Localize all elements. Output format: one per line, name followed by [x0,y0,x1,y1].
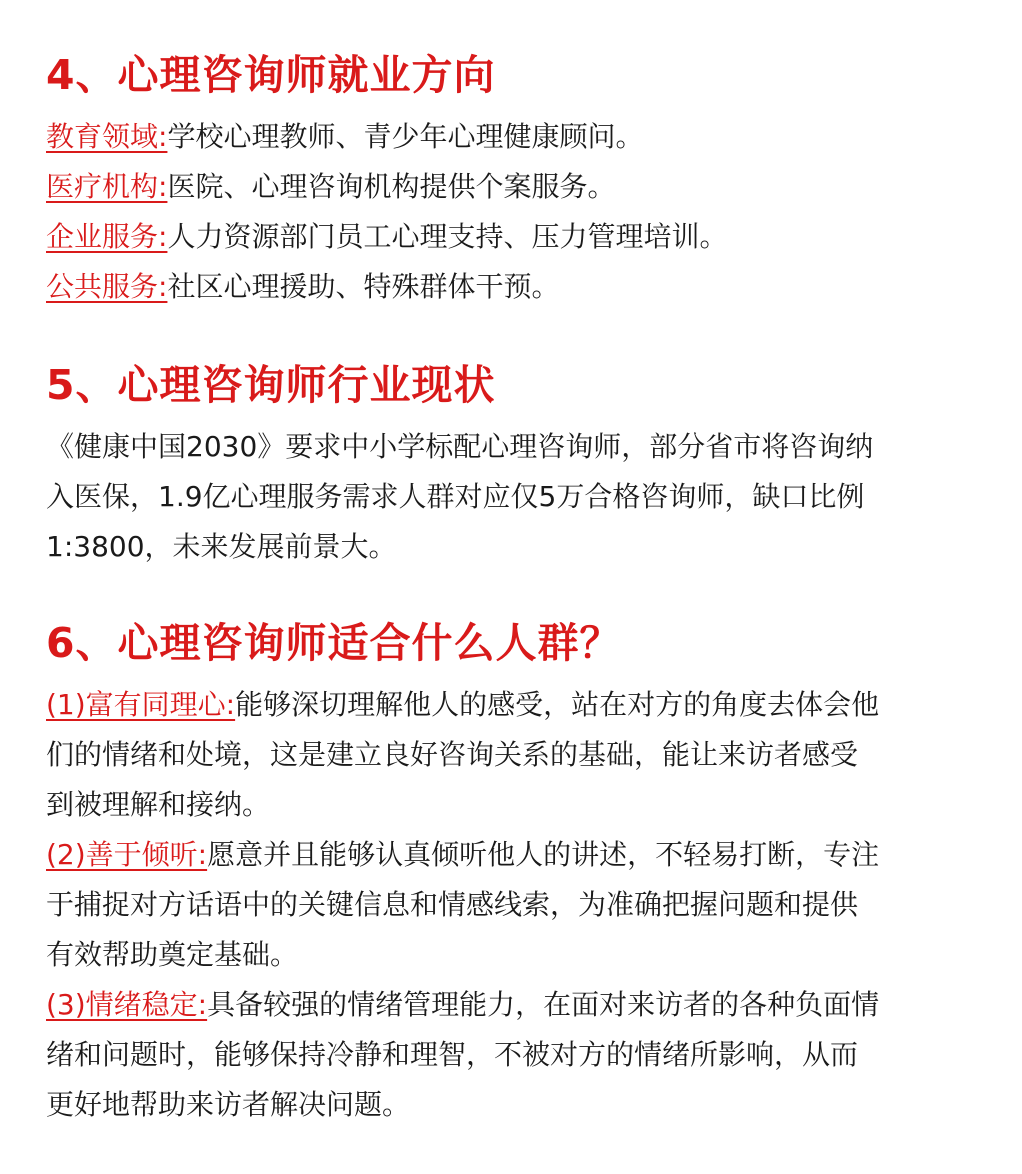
trait-line: 到被理解和接纳。 [46,788,271,821]
paragraph-line: 《健康中国2030》要求中小学标配心理咨询师，部分省市将咨询纳 [46,430,874,463]
item-text: 能够深切理解他人的感受，站在对方的角度去体会他 [235,688,880,721]
item-label: (3)情绪稳定: [46,988,208,1021]
trait-line: 有效帮助奠定基础。 [46,938,299,971]
trait-line [46,680,986,730]
list-item [46,162,986,212]
section-employment-directions [46,44,986,312]
paragraph-line: 1:3800，未来发展前景大。 [46,530,397,563]
item-text: 医院、心理咨询机构提供个案服务。 [167,170,616,203]
item-label: 企业服务: [46,220,168,253]
item-label: 公共服务: [46,270,168,303]
item-label: (1)富有同理心: [46,688,236,721]
section-heading: 6、心理咨询师适合什么人群？ [46,619,622,667]
item-text: 学校心理教师、青少年心理健康顾问。 [167,120,644,153]
trait-line: 绪和问题时，能够保持冷静和理智，不被对方的情绪所影响，从而 [46,1038,859,1071]
list-item [46,112,986,162]
spacer [46,312,986,354]
trait-item [46,830,986,980]
trait-item [46,680,986,830]
trait-line: 们的情绪和处境，这是建立良好咨询关系的基础，能让来访者感受 [46,738,859,771]
section-industry-status [46,354,986,572]
item-label: 教育领域: [46,120,168,153]
trait-line: 更好地帮助来访者解决问题。 [46,1088,411,1121]
trait-line [46,980,986,1030]
trait-item [46,980,986,1130]
list-item [46,212,986,262]
item-label: 医疗机构: [46,170,168,203]
item-text: 人力资源部门员工心理支持、压力管理培训。 [167,220,728,253]
item-text: 社区心理援助、特殊群体干预。 [167,270,560,303]
list-item [46,262,986,312]
section-heading: 5、心理咨询师行业现状 [46,361,496,409]
item-text: 愿意并且能够认真倾听他人的讲述，不轻易打断，专注 [207,838,880,871]
section-suitable-people [46,612,986,1130]
item-label: (2)善于倾听: [46,838,208,871]
trait-line: 于捕捉对方话语中的关键信息和情感线索，为准确把握问题和提供 [46,888,859,921]
paragraph-line: 入医保，1.9亿心理服务需求人群对应仅5万合格咨询师，缺口比例 [46,480,865,513]
spacer [46,572,986,612]
trait-line [46,830,986,880]
item-text: 具备较强的情绪管理能力，在面对来访者的各种负面情 [207,988,880,1021]
article [46,44,986,1130]
section-heading: 4、心理咨询师就业方向 [46,51,496,99]
